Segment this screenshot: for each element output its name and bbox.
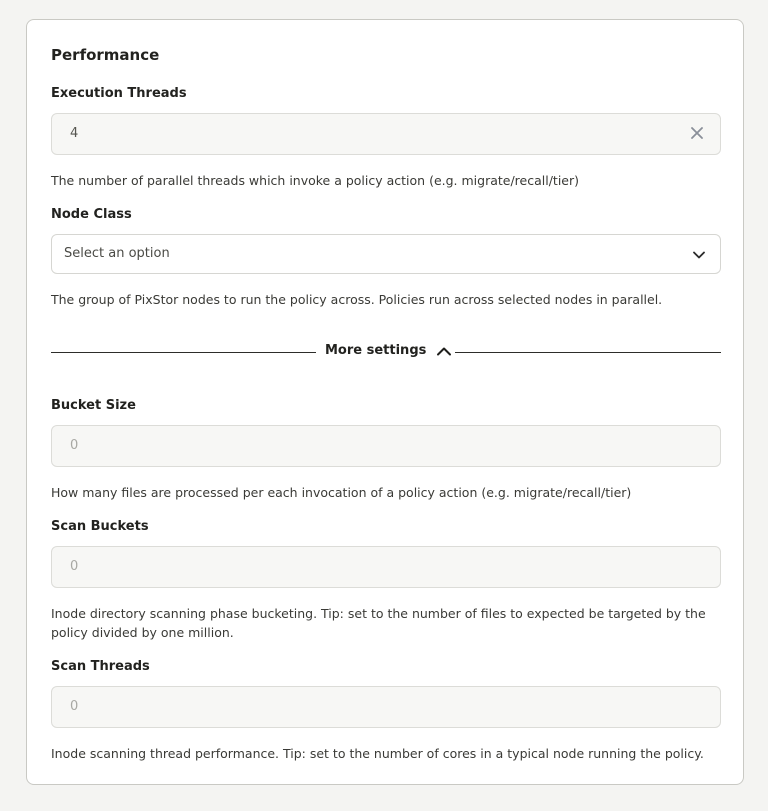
bucket-size-placeholder: 0 [70,438,79,453]
node-class-placeholder: Select an option [64,246,170,261]
execution-threads-input[interactable] [51,113,721,155]
chevron-down-icon [692,248,706,262]
divider-right [455,352,721,353]
scan-buckets-placeholder: 0 [70,559,79,574]
scan-threads-placeholder: 0 [70,699,79,714]
section-title: Performance [51,46,160,64]
execution-threads-value: 4 [70,126,79,141]
scan-buckets-label: Scan Buckets [51,519,149,534]
scan-threads-help: Inode scanning thread performance. Tip: set to the number of cores in a typical node running the policy. [51,746,704,761]
node-class-help: The group of PixStor nodes to run the policy across. Policies run across selected nodes in parallel. [51,292,663,307]
more-settings-toggle[interactable] [325,343,452,358]
execution-threads-help: The number of parallel threads which invoke a policy action (e.g. migrate/recall/tier) [51,173,580,188]
node-class-label: Node Class [51,207,132,222]
more-settings-label: More settings [325,343,427,358]
bucket-size-input[interactable] [51,425,721,467]
performance-card [26,19,744,785]
scan-threads-input[interactable] [51,686,721,728]
scan-threads-label: Scan Threads [51,659,150,674]
scan-buckets-input[interactable] [51,546,721,588]
chevron-up-icon [436,345,452,357]
node-class-select[interactable] [51,234,721,274]
execution-threads-label: Execution Threads [51,86,187,101]
scan-buckets-help: Inode directory scanning phase bucketing. Tip: set to the number of files to expected be targeted by the policy divided by one million. [51,606,706,640]
close-icon[interactable] [690,126,704,140]
bucket-size-label: Bucket Size [51,398,136,413]
divider-left [51,352,316,353]
bucket-size-help: How many files are processed per each invocation of a policy action (e.g. migrate/recall/tier) [51,485,632,500]
